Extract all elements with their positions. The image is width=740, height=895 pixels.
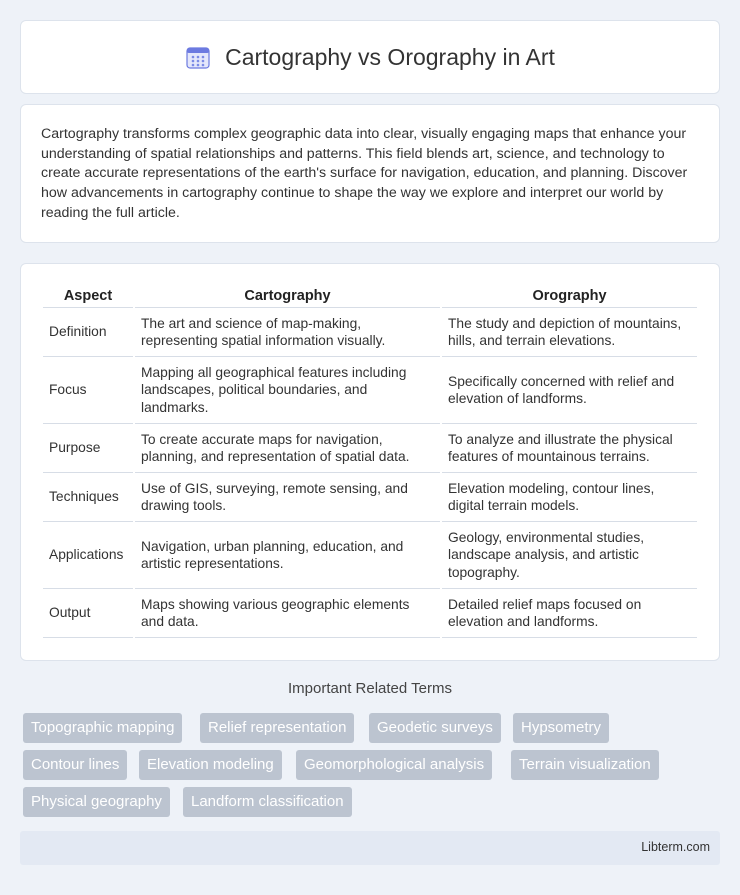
- intro-text: Cartography transforms complex geographic data into clear, visually engaging maps that enhance your understanding of spatial relationships and patterns. This field blends art, science, and technology to create accurate representations of the earth's surface for navigation, education, and planning. Discover how advancements in cartography continue to shape the way we explore and interpret our world by reading the full article.: [41, 126, 688, 221]
- table-row: [43, 522, 697, 589]
- table-cell: Detailed relief maps focused on elevation and landforms.: [442, 589, 697, 638]
- intro-card: [20, 104, 720, 243]
- table-cell: Focus: [43, 357, 133, 424]
- table-row: [43, 357, 697, 424]
- page-title: Cartography vs Orography in Art: [225, 43, 555, 70]
- column-header: Orography: [442, 284, 697, 308]
- table-cell: Mapping all geographical features including landscapes, political boundaries, and landmarks.: [135, 357, 440, 424]
- column-header: Cartography: [135, 284, 440, 308]
- table-cell: Output: [43, 589, 133, 638]
- calendar-grid-icon: [185, 44, 211, 70]
- table-cell: Purpose: [43, 424, 133, 473]
- header-card: [20, 20, 720, 94]
- table-cell: To analyze and illustrate the physical features of mountainous terrains.: [442, 424, 697, 473]
- comparison-table: [41, 284, 699, 638]
- term-tag[interactable]: Geodetic surveys: [369, 713, 501, 743]
- table-row: [43, 424, 697, 473]
- column-header: Aspect: [43, 284, 133, 308]
- table-cell: To create accurate maps for navigation, planning, and representation of spatial data.: [135, 424, 440, 473]
- footer-link[interactable]: Libterm.com: [641, 840, 710, 854]
- table-cell: Applications: [43, 522, 133, 589]
- table-cell: Techniques: [43, 473, 133, 522]
- table-cell: Definition: [43, 308, 133, 357]
- term-tag[interactable]: Physical geography: [23, 787, 170, 817]
- table-row: [43, 473, 697, 522]
- footer: [20, 831, 720, 865]
- table-cell: Elevation modeling, contour lines, digital terrain models.: [442, 473, 697, 522]
- table-cell: Geology, environmental studies, landscape analysis, and artistic topography.: [442, 522, 697, 589]
- table-cell: Specifically concerned with relief and elevation of landforms.: [442, 357, 697, 424]
- table-row: [43, 589, 697, 638]
- term-tag[interactable]: Topographic mapping: [23, 713, 182, 743]
- term-tag[interactable]: Geomorphological analysis: [296, 750, 492, 780]
- table-header-row: [43, 284, 697, 308]
- table-cell: Maps showing various geographic elements and data.: [135, 589, 440, 638]
- term-tag[interactable]: Contour lines: [23, 750, 127, 780]
- table-cell: The art and science of map-making, representing spatial information visually.: [135, 308, 440, 357]
- comparison-table-card: [20, 263, 720, 661]
- table-row: [43, 308, 697, 357]
- table-cell: Use of GIS, surveying, remote sensing, and drawing tools.: [135, 473, 440, 522]
- table-cell: Navigation, urban planning, education, and artistic representations.: [135, 522, 440, 589]
- term-tag[interactable]: Terrain visualization: [511, 750, 659, 780]
- term-tag[interactable]: Elevation modeling: [139, 750, 282, 780]
- related-terms-title: Important Related Terms: [288, 680, 452, 697]
- term-tag[interactable]: Landform classification: [183, 787, 352, 817]
- table-cell: The study and depiction of mountains, hills, and terrain elevations.: [442, 308, 697, 357]
- term-tag[interactable]: Relief representation: [200, 713, 354, 743]
- term-tag[interactable]: Hypsometry: [513, 713, 609, 743]
